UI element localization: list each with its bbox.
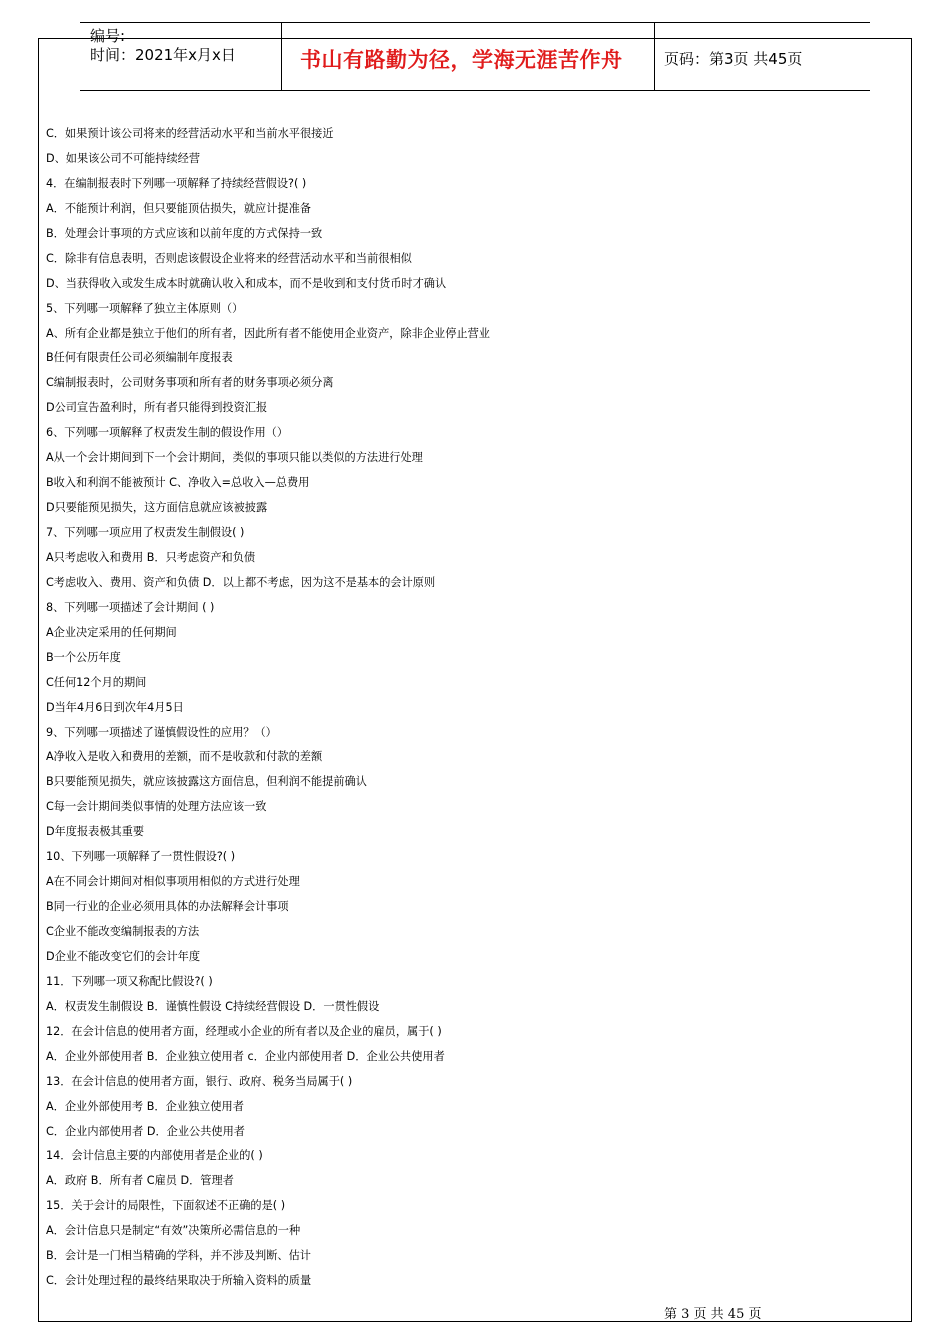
- text-line: D企业不能改变它们的会计年度: [46, 949, 201, 963]
- text-line: C编制报表时，公司财务事项和所有者的财务事项必须分离: [46, 376, 334, 390]
- text-line: A．权责发生制假设 B．谨慎性假设 C持续经营假设 D．一贯性假设: [46, 999, 380, 1013]
- text-line: C．除非有信息表明，否则虑该假设企业将来的经营活动水平和当前很相似: [46, 251, 412, 265]
- text-line: 13．在会计信息的使用者方面，银行、政府、税务当局属于( ): [46, 1074, 353, 1088]
- date-label: 时间：2021年x月x日: [90, 46, 236, 64]
- text-line: 7、下列哪一项应用了权责发生制假设( ): [46, 526, 245, 539]
- text-line: A．政府 B．所有者 C雇员 D．管理者: [46, 1174, 234, 1188]
- text-line: A．不能预计利润，但只要能顶估损失，就应计提准备: [46, 201, 311, 215]
- text-line: D年度报表极其重要: [46, 825, 145, 839]
- text-line: D公司宣告盈利时，所有者只能得到投资汇报: [46, 401, 268, 415]
- motto-banner: 书山有路勤为径，学海无涯苦作舟: [300, 47, 623, 72]
- text-line: 14．会计信息主要的内部使用者是企业的( ): [46, 1149, 263, 1163]
- text-line: 10、下列哪一项解释了一贯性假设?( ): [46, 850, 236, 864]
- text-line: B．处理会计事项的方式应该和以前年度的方式保持一致: [46, 226, 323, 240]
- text-line: 8、下列哪一项描述了会计期间 ( ): [46, 600, 215, 614]
- text-line: B任何有限责任公司必须编制年度报表: [46, 351, 233, 365]
- text-line: 9、下列哪一项描述了谨慎假设性的应用？（）: [46, 725, 277, 739]
- serial-number-label: 编号:: [90, 27, 126, 45]
- text-line: C．会计处理过程的最终结果取决于所输入资料的质量: [46, 1274, 312, 1288]
- text-line: B同一行业的企业必须用具体的办法解释会计事项: [46, 900, 289, 914]
- document-body: [46, 122, 876, 1294]
- text-line: A净收入是收入和费用的差额，而不是收款和付款的差额: [46, 750, 323, 764]
- text-line: 4．在编制报表时下列哪一项解释了持续经营假设?( ): [46, 176, 307, 190]
- text-line: C．如果预计该公司将来的经营活动水平和当前水平很接近: [46, 127, 334, 140]
- header-divider-left: [281, 22, 282, 90]
- text-line: D当年4月6日到次年4月5日: [46, 700, 184, 714]
- page-code-label: 页码：第3页 共45页: [664, 50, 803, 68]
- text-line: B收入和利润不能被预计 C、净收入=总收入—总费用: [46, 476, 310, 490]
- page-footer: 第 3 页 共 45 页: [664, 1307, 762, 1322]
- text-line: A从一个会计期间到下一个会计期间，类似的事项只能以类似的方法进行处理: [46, 451, 423, 465]
- text-line: 6、下列哪一项解释了权责发生制的假设作用（）: [46, 426, 289, 440]
- text-line: C任何12个月的期间: [46, 675, 147, 689]
- text-line: A．会计信息只是制定“有效”决策所必需信息的一种: [46, 1224, 301, 1238]
- text-line: D、当获得收入或发生成本时就确认收入和成本，而不是收到和支付货币时才确认: [46, 276, 447, 290]
- text-line: 5、下列哪一项解释了独立主体原则（）: [46, 301, 244, 315]
- text-line: A．企业外部使用者 B．企业独立使用者 c．企业内部使用者 D．企业公共使用者: [46, 1049, 445, 1063]
- text-line: A在不同会计期间对相似事项用相似的方式进行处理: [46, 875, 300, 889]
- text-line: C每一会计期间类似事情的处理方法应该一致: [46, 800, 267, 814]
- text-line: 12．在会计信息的使用者方面，经理或小企业的所有者以及企业的雇员，属于( ): [46, 1024, 442, 1038]
- text-line: A．企业外部使用考 B．企业独立使用者: [46, 1099, 244, 1113]
- text-line: A、所有企业都是独立于他们的所有者，因此所有者不能使用企业资产，除非企业停止营业: [46, 326, 490, 340]
- header-bottom-rule: [80, 90, 870, 91]
- text-line: C．企业内部使用者 D．企业公共使用者: [46, 1124, 245, 1138]
- header-top-rule: [80, 22, 870, 23]
- text-line: C企业不能改变编制报表的方法: [46, 925, 200, 938]
- text-line: B只要能预见损失，就应该披露这方面信息，但利润不能提前确认: [46, 775, 367, 789]
- header-divider-right: [654, 22, 655, 90]
- text-line: D只要能预见损失，这方面信息就应该被披露: [46, 501, 268, 515]
- text-line: B．会计是一门相当精确的学科，并不涉及判断、估计: [46, 1249, 311, 1263]
- text-line: A只考虑收入和费用 B．只考虑资产和负债: [46, 550, 256, 564]
- text-line: 15．关于会计的局限性，下面叙述不正确的是( ): [46, 1199, 286, 1213]
- text-line: 11．下列哪一项又称配比假设?( ): [46, 974, 213, 988]
- text-line: C考虑收入、费用、资产和负债 D．以上都不考虑，因为这不是基本的会计原则: [46, 575, 436, 589]
- text-line: B一个公历年度: [46, 650, 121, 664]
- text-line: D、如果该公司不可能持续经营: [46, 151, 201, 165]
- text-line: A企业决定采用的任何期间: [46, 625, 177, 639]
